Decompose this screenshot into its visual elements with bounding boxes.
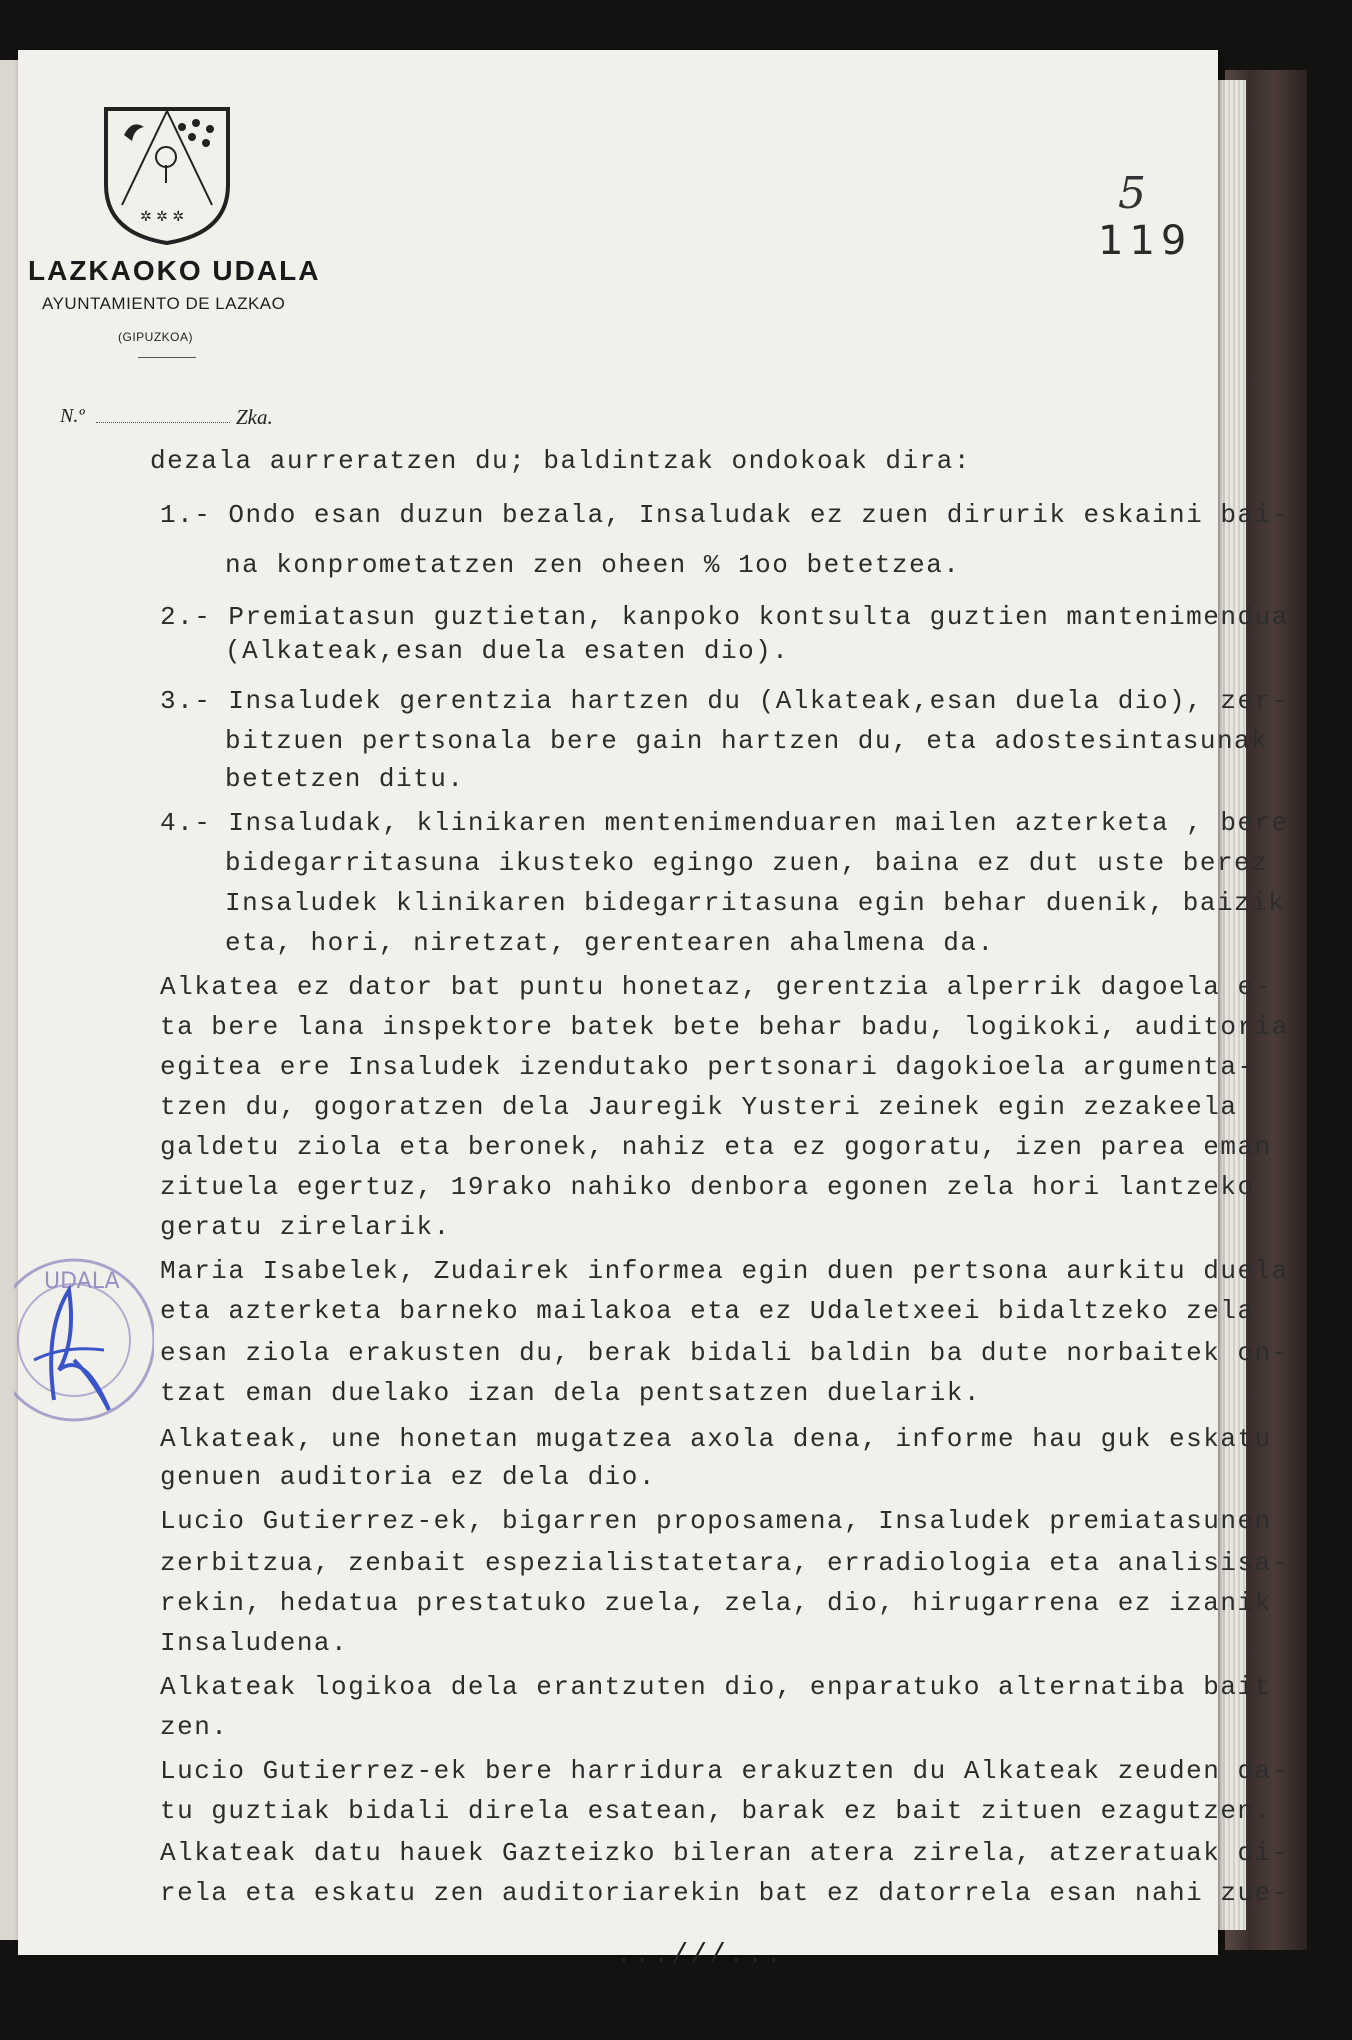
text-line: Alkatea ez dator bat puntu honetaz, gerentzia alperrik dagoela e-	[160, 972, 1272, 1002]
zka-label: Zka.	[236, 405, 273, 429]
text-line: geratu zirelarik.	[160, 1212, 451, 1242]
text-line: Alkateak logikoa dela erantzuten dio, enparatuko alternatiba bait	[160, 1672, 1272, 1702]
org-name: LAZKAOKO UDALA	[28, 255, 321, 286]
text-line: tzen du, gogoratzen dela Jauregik Yusteri zeinek egin zezakeela	[160, 1092, 1238, 1122]
text-line: egitea ere Insaludek izendutako pertsonari dagokioela argumenta-	[160, 1052, 1255, 1082]
coat-of-arms-icon	[102, 105, 232, 247]
text-line: Alkateak datu hauek Gazteizko bileran atera zirela, atzeratuak di-	[160, 1838, 1289, 1868]
text-line: (Alkateak,esan duela esaten dio).	[225, 636, 790, 666]
text-line: galdetu ziola eta beronek, nahiz eta ez gogoratu, izen parea eman	[160, 1132, 1272, 1162]
text-line: tu guztiak bidali direla esatean, barak ez bait zituen ezagutzen.	[160, 1796, 1272, 1826]
text-line: Maria Isabelek, Zudairek informea egin duen pertsona aurkitu duela	[160, 1256, 1289, 1286]
text-line: tzat eman duelako izan dela pentsatzen duelarik.	[160, 1378, 981, 1408]
text-line: Insaludena.	[160, 1628, 349, 1658]
text-line: dezala aurreratzen du; baldintzak ondokoak dira:	[150, 446, 971, 476]
handwritten-page-number: 119	[1098, 218, 1193, 264]
text-line: Insaludek klinikaren bidegarritasuna egin behar duenik, baizik	[225, 888, 1286, 918]
divider	[138, 357, 196, 358]
text-line: bidegarritasuna ikusteko egingo zuen, baina ez dut uste berez	[225, 848, 1269, 878]
text-line: genuen auditoria ez dela dio.	[160, 1462, 656, 1492]
handwritten-mark: 5	[1118, 168, 1146, 219]
stamp-text: UDALA	[44, 1269, 120, 1294]
org-province: (GIPUZKOA)	[118, 330, 194, 344]
text-line: 2.- Premiatasun guztietan, kanpoko kontsulta guztien mantenimendua	[160, 602, 1289, 632]
text-line: 3.- Insaludek gerentzia hartzen du (Alkateak,esan duela dio), zer-	[160, 686, 1289, 716]
text-line: 1.- Ondo esan duzun bezala, Insaludak ez zuen dirurik eskaini bai-	[160, 500, 1289, 530]
text-line: zen.	[160, 1712, 229, 1742]
facing-page-edge	[0, 60, 18, 1940]
org-subtitle: AYUNTAMIENTO DE LAZKAO	[42, 294, 286, 313]
svg-text:✲ ✲ ✲: ✲ ✲ ✲	[140, 209, 185, 225]
text-line: Lucio Gutierrez-ek, bigarren proposamena, Insaludek premiatasunen	[160, 1506, 1272, 1536]
text-line: eta azterketa barneko mailakoa eta ez Udaletxeei bidaltzeko zela	[160, 1296, 1255, 1326]
number-field-dots	[96, 422, 230, 423]
text-line: rekin, hedatua prestatuko zuela, zela, dio, hirugarrena ez izanik	[160, 1588, 1272, 1618]
text-line: bitzuen pertsonala bere gain hartzen du, eta adostesintasunak	[225, 726, 1269, 756]
text-line: zituela egertuz, 19rako nahiko denbora egonen zela hori lantzeko	[160, 1172, 1255, 1202]
text-line: 4.- Insaludak, klinikaren mentenimenduaren mailen azterketa , bere	[160, 808, 1289, 838]
text-line: Lucio Gutierrez-ek bere harridura erakuzten du Alkateak zeuden da-	[160, 1756, 1289, 1786]
text-line: Alkateak, une honetan mugatzea axola dena, informe hau guk eskatu	[160, 1424, 1272, 1454]
text-line: na konprometatzen zen oheen % 1oo betetzea.	[225, 550, 961, 580]
official-stamp-icon	[14, 1250, 154, 1430]
number-label: N.º	[60, 405, 85, 427]
continuation-marker: ...///...	[615, 1940, 785, 1971]
text-line: zerbitzua, zenbait espezialistatetara, erradiologia eta analisisa-	[160, 1548, 1289, 1578]
text-line: betetzen ditu.	[225, 764, 465, 794]
text-line: rela eta eskatu zen auditoriarekin bat ez datorrela esan nahi zue-	[160, 1878, 1289, 1908]
text-line: esan ziola erakusten du, berak bidali baldin ba dute norbaitek on-	[160, 1338, 1289, 1368]
document-page	[18, 50, 1218, 1955]
text-line: eta, hori, niretzat, gerentearen ahalmena da.	[225, 928, 995, 958]
text-line: ta bere lana inspektore batek bete behar badu, logikoki, auditoria	[160, 1012, 1289, 1042]
